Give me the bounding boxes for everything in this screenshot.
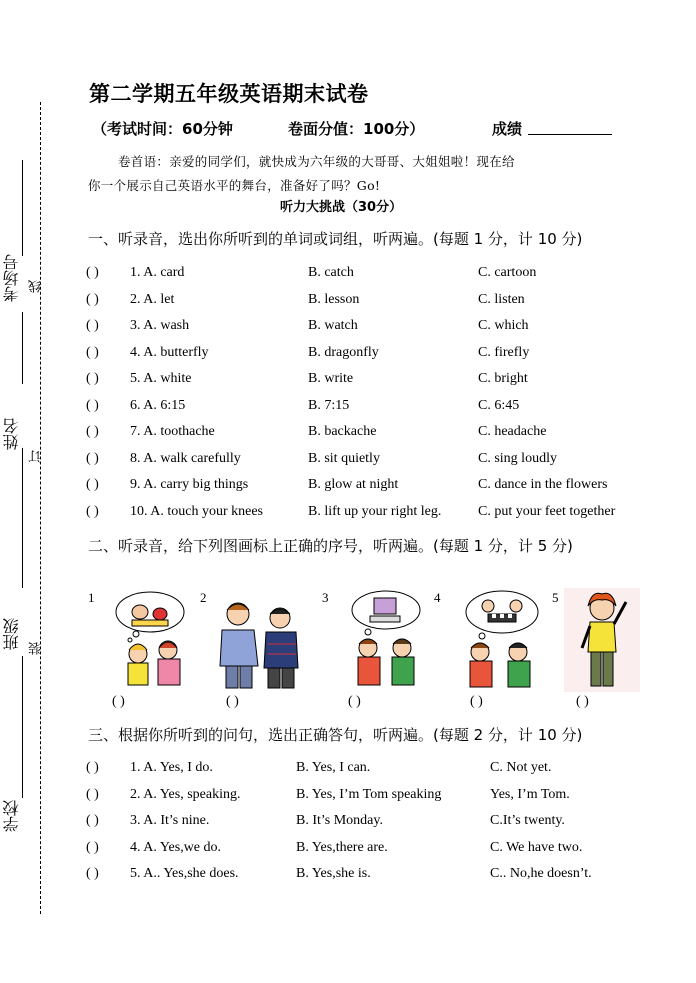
bind-xian: 线 xyxy=(29,280,44,293)
answer-paren[interactable]: ( ) xyxy=(86,786,99,802)
option-a: 8. A. walk carefully xyxy=(130,450,241,466)
picture-3-number: 3 xyxy=(322,590,329,605)
picture-5-redhair-boy xyxy=(564,588,640,692)
exam-room-label: 考场号 xyxy=(2,254,21,302)
option-c: C. headache xyxy=(478,424,547,439)
section1-item-9 xyxy=(86,477,646,497)
section1-heading: 一、听录音，选出你所听到的单词或词组，听两遍。(每题 1 分，计 10 分) xyxy=(88,230,583,248)
option-c: C. dance in the flowers xyxy=(478,477,608,492)
option-b: B. Yes, I’m Tom speaking xyxy=(296,786,442,802)
option-c: Yes, I’m Tom. xyxy=(490,786,570,802)
section3-item-3 xyxy=(86,813,646,833)
section1-item-2 xyxy=(86,292,646,312)
option-b: B. dragonfly xyxy=(308,344,379,360)
option-b: B. 7:15 xyxy=(308,397,350,413)
section1-item-6 xyxy=(86,398,646,418)
option-c: C. We have two. xyxy=(490,839,583,855)
picture-2-boys-talking xyxy=(212,596,304,690)
option-b: B. backache xyxy=(308,424,377,439)
section1-item-5 xyxy=(86,371,646,391)
option-b: B. lesson xyxy=(308,291,360,307)
section3-item-1 xyxy=(86,760,646,780)
option-b: B. glow at night xyxy=(308,477,399,492)
binding-dashed-line xyxy=(40,102,41,914)
option-c: C.It’s twenty. xyxy=(490,813,565,828)
option-a: 3. A. wash xyxy=(130,318,190,333)
option-a: 4. A. butterfly xyxy=(130,344,209,360)
score-label: 成绩 xyxy=(492,120,523,138)
option-a: 10. A. touch your knees xyxy=(130,503,263,519)
picture-1-girls-picnic xyxy=(108,588,192,690)
exam-room-blank-2 xyxy=(22,312,23,384)
exam-time: （考试时间：60分钟 xyxy=(92,120,233,138)
option-b: B. lift up your right leg. xyxy=(308,503,442,519)
picture-1-number: 1 xyxy=(88,590,95,605)
name-label: 姓名 xyxy=(2,418,21,450)
option-c: C. put your feet together xyxy=(478,503,616,519)
option-c: C. bright xyxy=(478,371,528,386)
section1-item-7 xyxy=(86,424,646,444)
answer-paren[interactable]: ( ) xyxy=(86,503,99,519)
answer-paren[interactable]: ( ) xyxy=(86,477,99,492)
section3-item-2 xyxy=(86,787,646,807)
picture-3-answer-paren[interactable]: ( ) xyxy=(348,694,361,709)
option-c: C. listen xyxy=(478,291,525,307)
listening-title: 听力大挑战（30分） xyxy=(280,200,403,215)
intro-line-1: 卷首语：亲爱的同学们，就快成为六年级的大哥哥、大姐姐啦！现在给 xyxy=(118,154,515,169)
option-a: 6. A. 6:15 xyxy=(130,397,186,413)
picture-4-number: 4 xyxy=(434,590,441,605)
option-b: B. sit quietly xyxy=(308,450,380,466)
option-b: B. Yes,she is. xyxy=(296,866,371,881)
answer-paren[interactable]: ( ) xyxy=(86,291,99,307)
option-b: B. write xyxy=(308,371,354,386)
picture-1-answer-paren[interactable]: ( ) xyxy=(112,694,125,709)
picture-2-answer-paren[interactable]: ( ) xyxy=(226,694,239,709)
option-a: 5. A.. Yes,she does. xyxy=(130,866,239,881)
option-a: 9. A. carry big things xyxy=(130,477,249,492)
answer-paren[interactable]: ( ) xyxy=(86,866,99,881)
picture-5-number: 5 xyxy=(552,590,559,605)
option-c: C. sing loudly xyxy=(478,450,557,466)
answer-paren[interactable]: ( ) xyxy=(86,265,99,280)
answer-paren[interactable]: ( ) xyxy=(86,760,99,775)
option-c: C. Not yet. xyxy=(490,760,552,775)
option-a: 2. A. Yes, speaking. xyxy=(130,786,241,802)
bind-ding: 订 xyxy=(29,450,44,463)
section1-item-10 xyxy=(86,504,646,524)
answer-paren[interactable]: ( ) xyxy=(86,371,99,386)
intro-text xyxy=(88,150,628,198)
answer-paren[interactable]: ( ) xyxy=(86,839,99,855)
option-b: B. Yes, I can. xyxy=(296,760,371,775)
answer-paren[interactable]: ( ) xyxy=(86,344,99,360)
bind-zhuang: 装 xyxy=(29,642,44,655)
section3-item-4 xyxy=(86,840,646,860)
picture-3-boys-computer xyxy=(346,588,426,688)
option-c: C.. No,he doesn’t. xyxy=(490,866,592,881)
section3-item-5 xyxy=(86,866,646,886)
option-a: 1. A. Yes, I do. xyxy=(130,760,213,775)
name-blank xyxy=(22,448,23,588)
section3-heading: 三、根据你所听到的问句，选出正确答句，听两遍。(每题 2 分，计 10 分) xyxy=(88,726,583,744)
picture-5-answer-paren[interactable]: ( ) xyxy=(576,694,589,709)
option-a: 7. A. toothache xyxy=(130,424,215,439)
option-a: 4. A. Yes,we do. xyxy=(130,839,222,855)
section1-item-3 xyxy=(86,318,646,338)
option-a: 1. A. card xyxy=(130,265,185,280)
answer-paren[interactable]: ( ) xyxy=(86,813,99,828)
option-c: C. 6:45 xyxy=(478,397,520,413)
option-b: B. Yes,there are. xyxy=(296,839,388,855)
option-a: 2. A. let xyxy=(130,291,175,307)
class-label: 班级 xyxy=(2,618,21,650)
option-c: C. cartoon xyxy=(478,265,537,280)
section1-item-1 xyxy=(86,265,646,285)
school-label: 学校 xyxy=(2,800,21,832)
option-b: B. catch xyxy=(308,265,354,280)
option-a: 5. A. white xyxy=(130,371,192,386)
school-blank xyxy=(22,738,23,798)
picture-4-boys-chess xyxy=(458,588,544,690)
picture-2-number: 2 xyxy=(200,590,207,605)
full-score: 卷面分值：100分） xyxy=(288,120,425,138)
option-a: 3. A. It’s nine. xyxy=(130,813,210,828)
picture-4-answer-paren[interactable]: ( ) xyxy=(470,694,483,709)
answer-paren[interactable]: ( ) xyxy=(86,450,99,466)
section1-item-4 xyxy=(86,345,646,365)
section2-heading: 二、听录音，给下列图画标上正确的序号，听两遍。(每题 1 分，计 5 分) xyxy=(88,537,573,555)
intro-line-2: 你一个展示自己英语水平的舞台，准备好了吗？Go! xyxy=(88,178,381,193)
answer-paren[interactable]: ( ) xyxy=(86,424,99,439)
option-c: C. firefly xyxy=(478,344,530,360)
score-blank xyxy=(528,134,612,135)
page-title: 第二学期五年级英语期末试卷 xyxy=(89,82,369,106)
option-b: B. watch xyxy=(308,318,358,333)
section1-item-8 xyxy=(86,451,646,471)
answer-paren[interactable]: ( ) xyxy=(86,397,99,413)
answer-paren[interactable]: ( ) xyxy=(86,318,99,333)
option-b: B. It’s Monday. xyxy=(296,813,383,828)
option-c: C. which xyxy=(478,318,529,333)
exam-room-blank xyxy=(22,160,23,256)
